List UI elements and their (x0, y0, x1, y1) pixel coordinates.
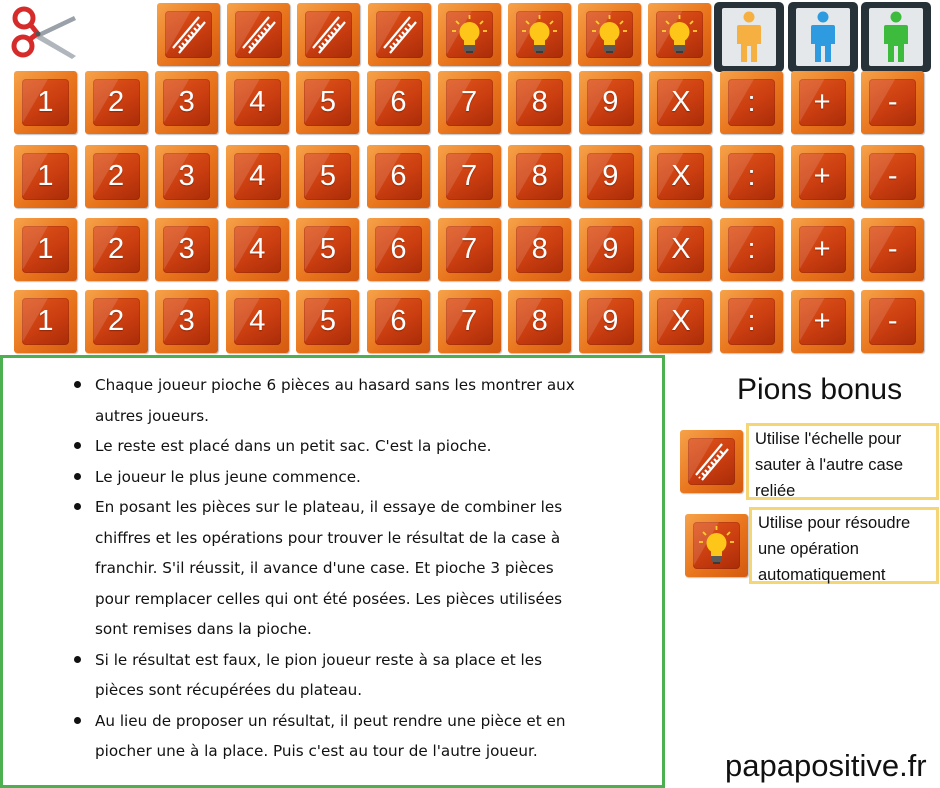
bonus-bulb-text: Utilise pour résoudre une opération automatiquement (758, 514, 911, 584)
bonus-ladder-text: Utilise l'échelle pour sauter à l'autre case reliée (755, 430, 904, 500)
tile-minus (861, 71, 924, 134)
tile-5 (296, 145, 359, 208)
tile-label: 2 (108, 233, 125, 265)
tile-3 (155, 290, 218, 353)
tile-label: 8 (531, 160, 548, 192)
tile-label: 5 (319, 160, 336, 192)
bonus-title: Pions bonus (737, 373, 903, 406)
site-footer: papapositive.fr (725, 748, 927, 783)
tile-5 (296, 71, 359, 134)
tile-minus (861, 145, 924, 208)
tile-9 (579, 218, 642, 281)
tile-label: 8 (531, 305, 548, 337)
lightbulb-tile (508, 3, 571, 66)
rule-item: Chaque joueur pioche 6 pièces au hasard sans les montrer aux autres joueurs. (73, 370, 593, 431)
tile-multiply (649, 218, 712, 281)
tile-label: - (887, 160, 898, 192)
lightbulb-icon (658, 13, 701, 56)
tile-label: 8 (531, 233, 548, 265)
tile-minus (861, 290, 924, 353)
ladder-tile (368, 3, 431, 66)
tile-1 (14, 145, 77, 208)
rules-list (73, 370, 593, 767)
rule-item: Si le résultat est faux, le pion joueur reste à sa place et les pièces sont récupérées du plateau. (73, 645, 593, 706)
tile-3 (155, 218, 218, 281)
tile-8 (508, 218, 571, 281)
tile-8 (508, 71, 571, 134)
green-pawn-icon (878, 10, 914, 66)
tile-2 (85, 71, 148, 134)
tile-label: 1 (37, 233, 54, 265)
rule-item: Au lieu de proposer un résultat, il peut rendre une pièce et en piocher une à la place. Puis c'est au tour de l'autre joueur. (73, 706, 593, 767)
tile-label: 2 (108, 160, 125, 192)
tile-divide (720, 71, 783, 134)
tile-label: + (813, 305, 831, 337)
tile-label: - (887, 233, 898, 265)
tile-label: 7 (461, 86, 478, 118)
tile-1 (14, 71, 77, 134)
tile-9 (579, 71, 642, 134)
tile-6 (367, 218, 430, 281)
tile-label: 2 (108, 86, 125, 118)
tile-divide (720, 218, 783, 281)
tile-2 (85, 145, 148, 208)
tile-4 (226, 145, 289, 208)
lightbulb-icon (518, 13, 561, 56)
orange-pawn-icon (731, 10, 767, 66)
tile-label: 4 (249, 305, 266, 337)
tile-label: 4 (249, 86, 266, 118)
tile-label: 9 (602, 233, 619, 265)
tile-label: 1 (37, 86, 54, 118)
tile-8 (508, 145, 571, 208)
tile-6 (367, 290, 430, 353)
blue-pawn-icon (805, 10, 841, 66)
tile-1 (14, 290, 77, 353)
tile-label: 7 (461, 160, 478, 192)
rules-panel (0, 355, 665, 788)
tile-4 (226, 71, 289, 134)
blue-pawn-card (788, 2, 858, 72)
tile-6 (367, 71, 430, 134)
ladder-icon (167, 13, 210, 56)
tile-label: 3 (178, 86, 195, 118)
tile-multiply (649, 145, 712, 208)
tile-label: 7 (461, 305, 478, 337)
tile-4 (226, 218, 289, 281)
tile-label: 8 (531, 86, 548, 118)
tile-label: 1 (37, 160, 54, 192)
tile-label: - (887, 305, 898, 337)
bonus-bulb-desc (749, 507, 939, 584)
tile-label: 6 (390, 305, 407, 337)
ladder-icon (307, 13, 350, 56)
tile-label: + (813, 233, 831, 265)
tile-label: 3 (178, 305, 195, 337)
ladder-tile (297, 3, 360, 66)
tile-label: 9 (602, 160, 619, 192)
tile-6 (367, 145, 430, 208)
tile-label: X (671, 305, 691, 337)
ladder-icon (690, 440, 733, 483)
tile-2 (85, 218, 148, 281)
tile-plus (791, 145, 854, 208)
tile-label: + (813, 160, 831, 192)
tile-label: 9 (602, 86, 619, 118)
tile-label: 7 (461, 233, 478, 265)
tile-label: X (671, 86, 691, 118)
tile-7 (438, 71, 501, 134)
tile-5 (296, 290, 359, 353)
tile-1 (14, 218, 77, 281)
ladder-tile (157, 3, 220, 66)
tile-label: 5 (319, 86, 336, 118)
tile-multiply (649, 290, 712, 353)
tile-9 (579, 290, 642, 353)
tile-9 (579, 145, 642, 208)
green-pawn-card (861, 2, 931, 72)
tile-label: 1 (37, 305, 54, 337)
lightbulb-tile (648, 3, 711, 66)
tile-5 (296, 218, 359, 281)
tile-label: 2 (108, 305, 125, 337)
lightbulb-icon (588, 13, 631, 56)
tile-label: + (813, 86, 831, 118)
tile-label: - (887, 86, 898, 118)
tile-3 (155, 71, 218, 134)
tile-label: 5 (319, 305, 336, 337)
bonus-ladder-desc (746, 423, 939, 500)
orange-pawn-card (714, 2, 784, 72)
tile-label: : (747, 160, 756, 192)
rule-item: Le reste est placé dans un petit sac. C'est la pioche. (73, 431, 593, 462)
bonus-bulb-tile (685, 514, 748, 577)
tile-label: 9 (602, 305, 619, 337)
rule-item: Le joueur le plus jeune commence. (73, 462, 593, 493)
tile-4 (226, 290, 289, 353)
tile-minus (861, 218, 924, 281)
rule-item: En posant les pièces sur le plateau, il essaye de combiner les chiffres et les opérations pour trouver le résultat de la case à franchir. S'il réussit, il avance d'une case. Et pioche 3 pièces pour remplacer celles qui ont été posées. Les pièces utilisées sont remises dans la pioche. (73, 492, 593, 645)
tile-label: X (671, 160, 691, 192)
tile-label: 6 (390, 233, 407, 265)
tile-label: : (747, 86, 756, 118)
tile-label: 6 (390, 160, 407, 192)
tile-label: 4 (249, 160, 266, 192)
tile-label: 3 (178, 233, 195, 265)
tile-label: X (671, 233, 691, 265)
tile-7 (438, 145, 501, 208)
lightbulb-icon (695, 524, 738, 567)
tile-label: : (747, 233, 756, 265)
tile-label: : (747, 305, 756, 337)
scissors-icon (10, 4, 78, 62)
tile-multiply (649, 71, 712, 134)
tile-label: 6 (390, 86, 407, 118)
tile-7 (438, 290, 501, 353)
ladder-icon (237, 13, 280, 56)
lightbulb-icon (448, 13, 491, 56)
tile-plus (791, 71, 854, 134)
lightbulb-tile (578, 3, 641, 66)
tile-label: 5 (319, 233, 336, 265)
tile-plus (791, 218, 854, 281)
bonus-ladder-tile (680, 430, 743, 493)
tile-divide (720, 290, 783, 353)
tile-divide (720, 145, 783, 208)
tile-label: 3 (178, 160, 195, 192)
tile-3 (155, 145, 218, 208)
tile-plus (791, 290, 854, 353)
tile-label: 4 (249, 233, 266, 265)
lightbulb-tile (438, 3, 501, 66)
tile-8 (508, 290, 571, 353)
ladder-tile (227, 3, 290, 66)
ladder-icon (378, 13, 421, 56)
tile-7 (438, 218, 501, 281)
tile-2 (85, 290, 148, 353)
